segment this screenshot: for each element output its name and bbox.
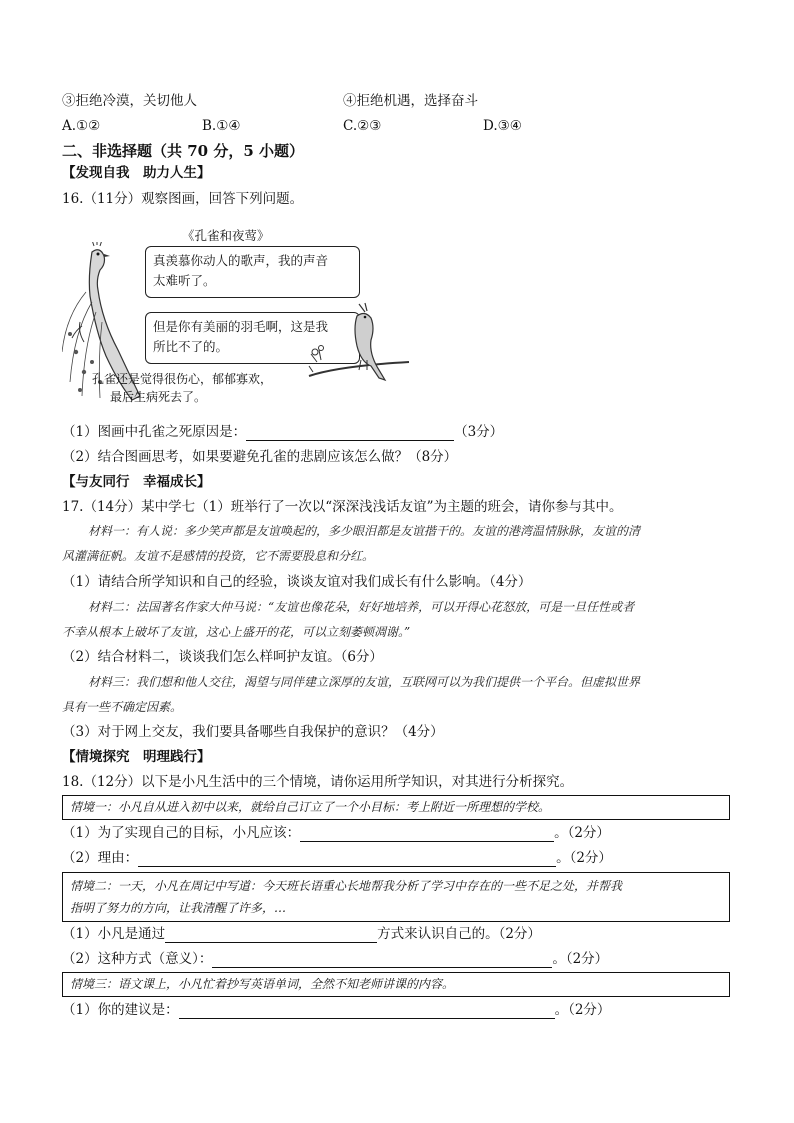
q16-stem: 16.（11分）观察图画，回答下列问题。 (62, 191, 304, 207)
q18-stem: 18.（12分）以下是小凡生活中的三个情境，请你运用所学知识，对其进行分析探究。 (62, 774, 574, 790)
q18-s3-q1-suffix: 。（2分） (554, 1002, 611, 1018)
q18-s2-q2-blank[interactable] (212, 953, 552, 968)
q16-sub1-suffix: （3分） (454, 424, 504, 440)
scenario-2-line-2: 指明了努力的方向，让我清醒了许多，… (70, 901, 287, 915)
q17-sub3: （3）对于网上交友，我们要具备哪些自我保护的意识？（4分） (62, 724, 444, 740)
scenario-2-box (62, 872, 730, 922)
option-3: ③拒绝冷漠，关切他人 (62, 93, 197, 109)
q17-stem: 17.（14分）某中学七（1）班举行了一次以“深深浅浅话友谊”为主题的班会，请你参与其中。 (62, 499, 623, 515)
q17-material-1-line-2: 风灌满征帆。友谊不是感情的投资，它不需要股息和分红。 (62, 549, 375, 563)
q17-sub1: （1）请结合所学知识和自己的经验，谈谈友谊对我们成长有什么影响。（4分） (62, 574, 532, 590)
q18-s1-q1 (62, 824, 610, 842)
answer-b: B.①④ (202, 118, 241, 134)
q18-s3-q1-blank[interactable] (179, 1004, 555, 1019)
q17-material-3-line-2: 具有一些不确定因素。 (62, 700, 183, 714)
group-3-heading: 【情境探究 明理践行】 (62, 749, 211, 765)
q16-sub1-prefix: （1）图画中孔雀之死原因是： (62, 424, 247, 440)
speech-2-line-1: 但是你有美丽的羽毛啊，这是我 (153, 319, 329, 334)
q18-s2-q2-suffix: 。（2分） (552, 951, 609, 967)
section-2-title: 二、非选择题（共 70 分，5 小题） (62, 142, 304, 160)
q18-s2-q2-prefix: （2）这种方式（意义）： (62, 951, 213, 967)
q18-s2-q1-suffix: 方式来认识自己的。（2分） (377, 926, 541, 942)
answer-c: C.②③ (343, 118, 382, 134)
q17-material-1-line-1: 材料一：有人说：多少笑声都是友谊唤起的，多少眼泪都是友谊揩干的。友谊的港湾温情脉脉，友谊的清 (88, 524, 641, 538)
q18-s1-q2-suffix: 。（2分） (556, 850, 612, 866)
q18-s1-q1-suffix: 。（2分） (554, 825, 610, 841)
speech-2-line-2: 所比不了的。 (153, 339, 229, 354)
nightingale-drawing (307, 302, 412, 382)
q18-s1-q2-prefix: （2）理由： (62, 850, 139, 866)
q17-material-3-line-1: 材料三：我们想和他人交往，渴望与同伴建立深厚的友谊，互联网可以为我们提供一个平台。但虚拟世界 (88, 675, 641, 689)
q18-s1-q2-blank[interactable] (138, 852, 556, 867)
peacock-speech-bubble (145, 246, 360, 298)
speech-1-line-1: 真羡慕你动人的歌声，我的声音 (153, 253, 329, 268)
scenario-3-box (62, 972, 730, 997)
scenario-3-text: 情境三：语文课上，小凡忙着抄写英语单词，全然不知老师讲课的内容。 (70, 977, 455, 991)
q17-material-2-line-2: 不幸从根本上破坏了友谊，这心上盛开的花，可以立刻萎顿凋谢。” (62, 625, 411, 639)
answer-a: A.①② (62, 118, 101, 134)
speech-1-line-2: 太难听了。 (153, 273, 216, 288)
q18-s1-q1-blank[interactable] (300, 827, 554, 842)
q18-s2-q2 (62, 950, 608, 968)
q18-s2-q1-prefix: （1）小凡是通过 (62, 926, 166, 942)
q16-sub1-blank[interactable] (246, 426, 454, 441)
scenario-2-line-1: 情境二：一天，小凡在周记中写道：今天班长语重心长地帮我分析了学习中存在的一些不足之处，并帮我 (70, 879, 623, 893)
caption-line-2: 最后生病死去了。 (110, 390, 207, 404)
scenario-1-text: 情境一：小凡自从进入初中以来，就给自己订立了一个小目标：考上附近一所理想的学校。 (70, 800, 551, 814)
q17-sub2: （2）结合材料二，谈谈我们怎么样呵护友谊。（6分） (62, 649, 383, 665)
cartoon-title: 《孔雀和夜莺》 (182, 228, 270, 243)
q18-s1-q2 (62, 849, 612, 867)
group-1-heading: 【发现自我 助力人生】 (62, 165, 211, 181)
option-4: ④拒绝机遇，选择奋斗 (343, 93, 478, 109)
q18-s3-q1 (62, 1001, 610, 1019)
q18-s3-q1-prefix: （1）你的建议是： (62, 1002, 179, 1018)
group-2-heading: 【与友同行 幸福成长】 (62, 474, 211, 490)
q18-s1-q1-prefix: （1）为了实现自己的目标，小凡应该： (62, 825, 301, 841)
cartoon-illustration (62, 222, 417, 410)
cartoon-caption (92, 370, 272, 406)
q17-material-2-line-1: 材料二：法国著名作家大仲马说：“友谊也像花朵，好好地培养，可以开得心花怒放，可是一旦任性或者 (88, 600, 635, 614)
q16-sub2: （2）结合图画思考，如果要避免孔雀的悲剧应该怎么做？（8分） (62, 449, 458, 465)
scenario-1-box (62, 795, 730, 820)
answer-d: D.③④ (483, 118, 522, 134)
q18-s2-q1-blank[interactable] (165, 928, 377, 943)
q18-s2-q1 (62, 925, 541, 943)
caption-line-1: 孔雀还是觉得很伤心，郁郁寡欢， (92, 372, 273, 386)
q16-sub1 (62, 423, 503, 441)
